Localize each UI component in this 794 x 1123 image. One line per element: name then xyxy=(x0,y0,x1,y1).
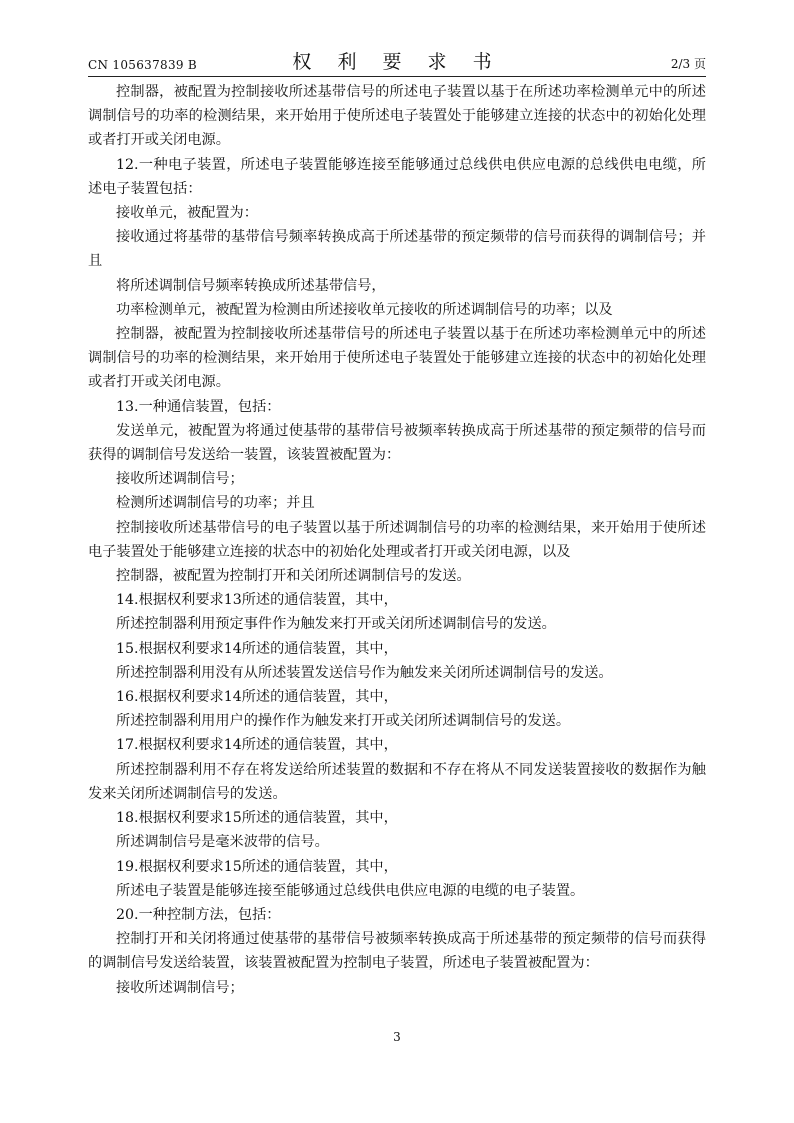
page-header xyxy=(88,48,706,76)
claim-paragraph: 接收单元，被配置为： xyxy=(116,205,258,222)
claim-paragraph: 发送单元，被配置为将通过使基带的基带信号被频率转换成高于所述基带的预定频带的信号而获得的调制信号发送给一装置，该装置被配置为： xyxy=(88,422,706,464)
page-number: 3 xyxy=(393,1030,401,1044)
claim-paragraph: 12.一种电子装置，所述电子装置能够连接至能够通过总线供电供应电源的总线供电电缆，所述电子装置包括： xyxy=(88,156,706,197)
claim-paragraph: 检测所述调制信号的功率；并且 xyxy=(116,495,315,512)
claim-paragraph: 所述电子装置是能够连接至能够通过总线供电供应电源的电缆的电子装置。 xyxy=(116,882,585,899)
claim-paragraph: 接收所述调制信号； xyxy=(116,471,244,488)
claim-paragraph: 20.一种控制方法，包括： xyxy=(116,906,281,923)
claim-paragraph: 控制器，被配置为控制接收所述基带信号的所述电子装置以基于在所述功率检测单元中的所述调制信号的功率的检测结果，来开始用于使所述电子装置处于能够建立连接的状态中的初始化处理或者打开或关闭电源。 xyxy=(88,326,706,391)
claim-paragraph: 所述控制器利用预定事件作为触发来打开或关闭所述调制信号的发送。 xyxy=(116,616,556,633)
page-fraction: 2/3 页 xyxy=(670,57,706,71)
claims-body xyxy=(88,80,706,1000)
claim-paragraph: 15.根据权利要求14所述的通信装置，其中， xyxy=(116,640,398,657)
claim-paragraph: 控制器，被配置为控制接收所述基带信号的所述电子装置以基于在所述功率检测单元中的所述调制信号的功率的检测结果，来开始用于使所述电子装置处于能够建立连接的状态中的初始化处理或者打开或关闭电源。 xyxy=(88,84,706,149)
claim-paragraph: 所述控制器利用不存在将发送给所述装置的数据和不存在将从不同发送装置接收的数据作为触发来关闭所述调制信号的发送。 xyxy=(88,761,706,802)
claim-paragraph: 将所述调制信号频率转换成所述基带信号， xyxy=(116,277,386,294)
claim-paragraph: 控制器，被配置为控制打开和关闭所述调制信号的发送。 xyxy=(116,568,471,585)
claim-paragraph: 14.根据权利要求13所述的通信装置，其中， xyxy=(116,592,398,609)
claim-paragraph: 16.根据权利要求14所述的通信装置，其中， xyxy=(116,689,398,706)
claim-paragraph: 接收通过将基带的基带信号频率转换成高于所述基带的预定频带的信号而获得的调制信号；并且 xyxy=(88,229,706,270)
claim-paragraph: 控制接收所述基带信号的电子装置以基于所述调制信号的功率的检测结果，来开始用于使所述电子装置处于能够建立连接的状态中的初始化处理或者打开或关闭电源，以及 xyxy=(88,519,706,560)
claim-paragraph: 功率检测单元，被配置为检测由所述接收单元接收的所述调制信号的功率；以及 xyxy=(116,301,613,318)
claim-paragraph: 接收所述调制信号； xyxy=(116,979,244,996)
claim-paragraph: 18.根据权利要求15所述的通信装置，其中， xyxy=(116,810,398,827)
claim-paragraph: 所述控制器利用用户的操作作为触发来打开或关闭所述调制信号的发送。 xyxy=(116,713,571,730)
claim-paragraph: 13.一种通信装置，包括： xyxy=(116,398,281,415)
patent-number: CN 105637839 B xyxy=(88,58,198,72)
claim-paragraph: 所述调制信号是毫米波带的信号。 xyxy=(116,834,329,851)
claim-paragraph: 控制打开和关闭将通过使基带的基带信号被频率转换成高于所述基带的预定频带的信号而获得的调制信号发送给装置，该装置被配置为控制电子装置，所述电子装置被配置为： xyxy=(88,931,706,972)
claim-paragraph: 17.根据权利要求14所述的通信装置，其中， xyxy=(116,737,398,754)
header-divider xyxy=(88,76,706,77)
claim-paragraph: 19.根据权利要求15所述的通信装置，其中， xyxy=(116,858,398,875)
page-title: 权 利 要 求 书 xyxy=(292,51,502,73)
claim-paragraph: 所述控制器利用没有从所述装置发送信号作为触发来关闭所述调制信号的发送。 xyxy=(116,664,613,681)
